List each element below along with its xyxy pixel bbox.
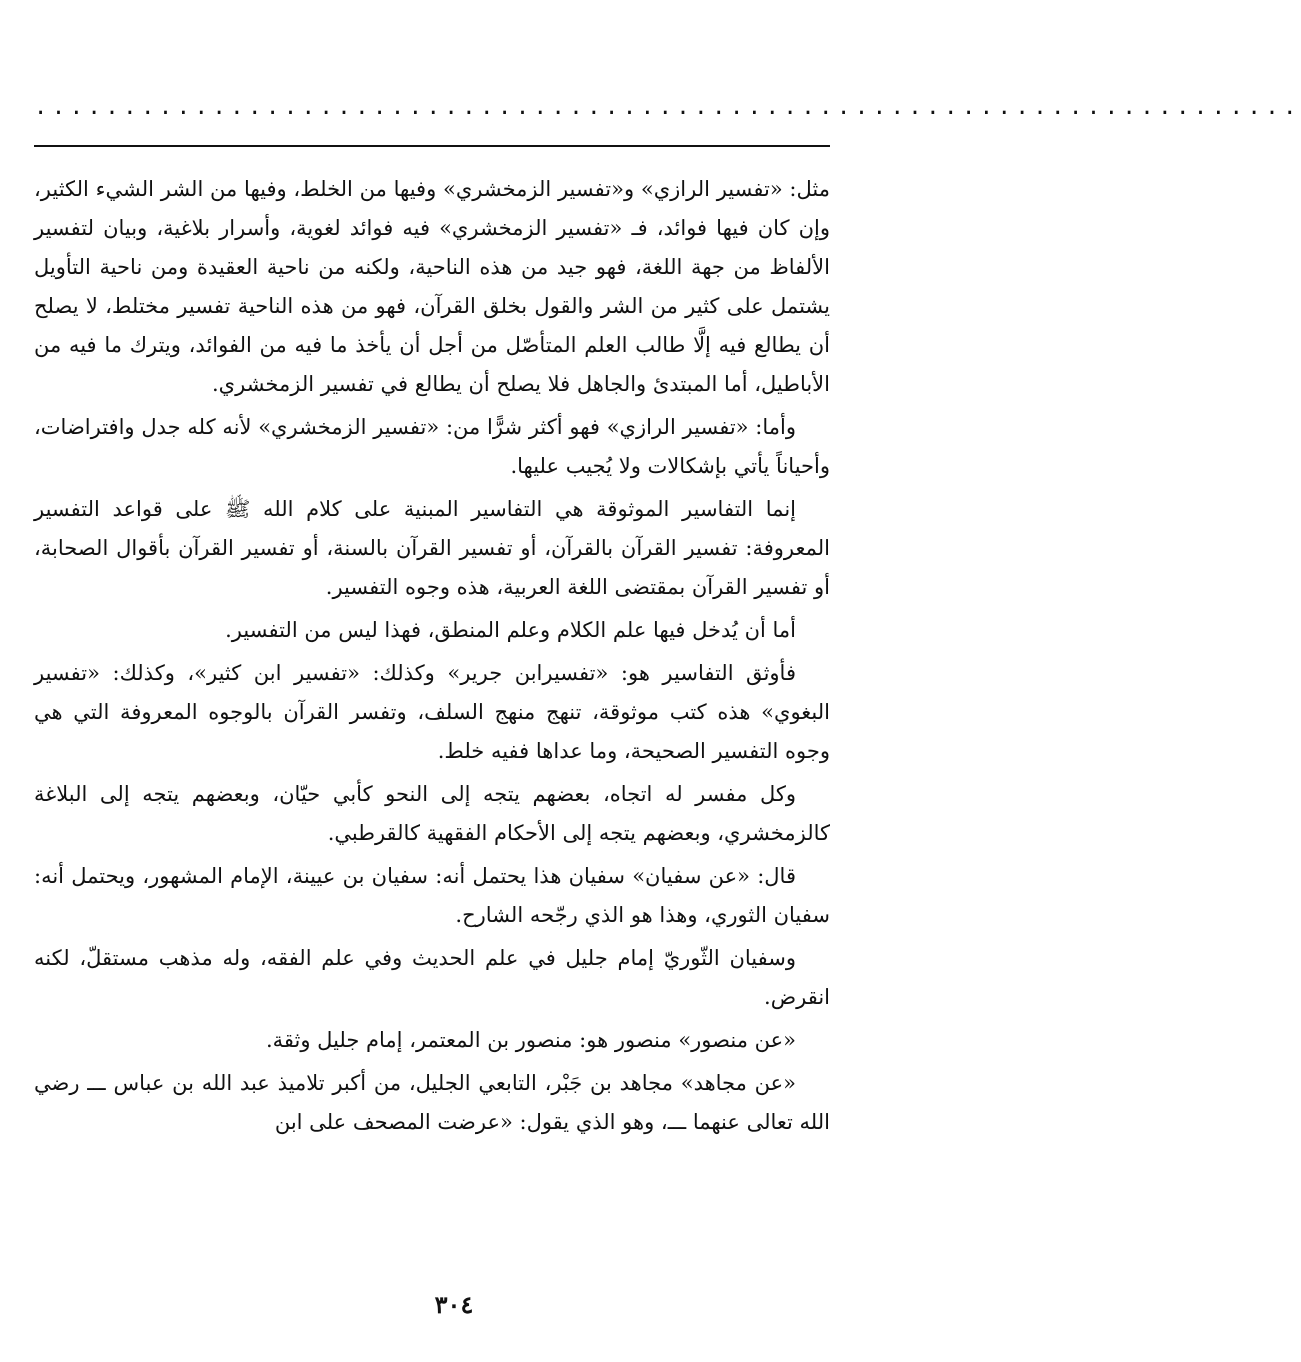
paragraph-10: «عن مجاهد» مجاهد بن جَبْر، التابعي الجليل، من أكبر تلاميذ عبد الله بن عباس ـــ رضي الله تعالى عنهما ـــ، وهو الذي يقول: «عرضت المصحف على ابن [34, 1071, 830, 1134]
paragraph-2: وأما: «تفسير الرازي» فهو أكثر شرًّا من: «تفسير الزمخشري» لأنه كله جدل وافتراضات، وأحياناً يأتي بإشكالات ولا يُجيب عليها. [34, 415, 830, 478]
header-rule [34, 145, 830, 147]
paragraph-5: فأوثق التفاسير هو: «تفسيرابن جرير» وكذلك: «تفسير ابن كثير»، وكذلك: «تفسير البغوي» هذه كتب موثوقة، تنهج منهج السلف، وتفسر القرآن بالوجوه المعروفة التي هي وجوه التفسير الصحيحة، وما عداها ففيه خلط. [34, 661, 830, 763]
paragraph-3: إنما التفاسير الموثوقة هي التفاسير المبنية على كلام الله ﷺ على قواعد التفسير المعروفة: تفسير القرآن بالقرآن، أو تفسير القرآن بالسنة، أو تفسير القرآن بأقوال الصحابة، أو تفسير القرآن بمقتضى اللغة العربية، هذه وجوه التفسير. [34, 497, 830, 599]
paragraph-4: أما أن يُدخل فيها علم الكلام وعلم المنطق، فهذا ليس من التفسير. [225, 618, 796, 642]
paragraph-7: قال: «عن سفيان» سفيان هذا يحتمل أنه: سفيان بن عيينة، الإمام المشهور، ويحتمل أنه: سفيان الثوري، وهذا هو الذي رجّحه الشارح. [34, 864, 830, 927]
paragraph-9: «عن منصور» منصور هو: منصور بن المعتمر، إمام جليل وثقة. [265, 1028, 796, 1052]
paragraph-8: وسفيان الثّوريّ إمام جليل في علم الحديث وفي علم الفقه، وله مذهب مستقلّ، لكنه انقرض. [34, 946, 830, 1009]
page-body [34, 170, 830, 1146]
paragraph-1: مثل: «تفسير الرازي» و«تفسير الزمخشري» وفيها من الخلط، وفيها من الشر الشيء الكثير، وإن كان فيها فوائد، فـ «تفسير الزمخشري» فيه فوائد لغوية، وأسرار بلاغية، وبيان لتفسير الألفاظ من جهة اللغة، فهو جيد من هذه الناحية، ولكنه من ناحية العقيدة ومن ناحية التأويل يشتمل على كثير من الشر والقول بخلق القرآن، فهو من هذه الناحية تفسير مختلط، لا يصلح أن يطالع فيه إلَّا طالب العلم المتأصّل من أجل أن يأخذ ما فيه من الفوائد، ويترك ما فيه من الأباطيل، أما المبتدئ والجاهل فلا يصلح أن يطالع في تفسير الزمخشري. [34, 177, 830, 396]
page-number: ٣٠٤ [434, 1290, 474, 1319]
header-dotted-line: ....................................................................... [34, 95, 1301, 120]
paragraph-6: وكل مفسر له اتجاه، بعضهم يتجه إلى النحو كأبي حيّان، وبعضهم يتجه إلى البلاغة كالزمخشري، وبعضهم يتجه إلى الأحكام الفقهية كالقرطبي. [34, 782, 830, 845]
